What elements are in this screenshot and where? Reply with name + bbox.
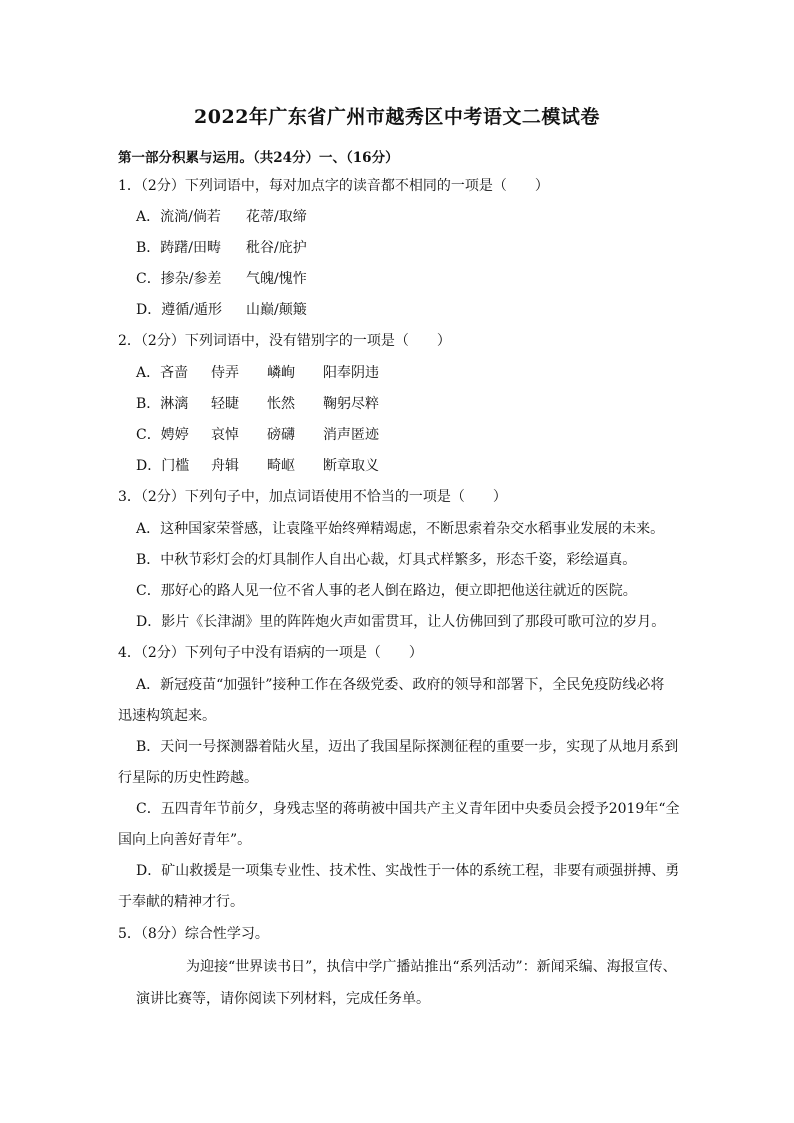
question-1-option-c[interactable]: C．掺杂/参差 气魄/愧怍 <box>136 271 307 287</box>
question-1-option-a[interactable]: A．流淌/倘若 花蒂/取缔 <box>136 209 307 225</box>
question-3-option-a[interactable]: A．这种国家荣誉感，让袁隆平始终殚精竭虑，不断思索着杂交水稻事业发展的未来。 <box>136 521 665 537</box>
question-3-option-d[interactable]: D．影片《长津湖》里的阵阵炮火声如雷贯耳，让人仿佛回到了那段可歌可泣的岁月。 <box>136 614 666 630</box>
page-title: 2022年广东省广州市越秀区中考语文二模试卷 <box>194 106 600 128</box>
question-4-option-b-line1[interactable]: B．天问一号探测器着陆火星，迈出了我国星际探测征程的重要一步，实现了从地月系到 <box>136 739 679 755</box>
question-5-intro-line1: 为迎接“世界读书日”，执信中学广播站推出“系列活动”：新闻采编、海报宣传、 <box>186 959 677 975</box>
section-heading: 第一部分积累与运用。（共24分）一、（16分） <box>118 150 399 166</box>
question-4-option-c-line2[interactable]: 国向上向善好青年”。 <box>118 832 252 848</box>
question-4-option-a-line2[interactable]: 迅速构筑起来。 <box>118 708 216 724</box>
question-2-option-b[interactable]: B．淋漓 轻睫 怅然 鞠躬尽粹 <box>136 396 379 412</box>
question-1-option-b[interactable]: B．踌躇/田畴 秕谷/庇护 <box>136 240 307 256</box>
question-5-intro-line2: 演讲比赛等，请你阅读下列材料，完成任务单。 <box>136 991 430 1007</box>
question-4-option-b-line2[interactable]: 行星际的历史性跨越。 <box>118 770 258 786</box>
question-2-option-d[interactable]: D．门槛 舟辑 畸岖 断章取义 <box>136 458 379 474</box>
question-4-option-c-line1[interactable]: C．五四青年节前夕，身残志坚的蒋萌被中国共产主义青年团中央委员会授予2019年“全 <box>136 801 680 817</box>
question-2-option-a[interactable]: A．吝啬 侍弄 嶙峋 阳奉阴违 <box>136 365 379 381</box>
question-4-stem: 4．（2分）下列句子中没有语病的一项是（ ） <box>118 645 423 661</box>
question-1-option-d[interactable]: D．遵循/遁形 山巅/颠簸 <box>136 302 307 318</box>
question-2-option-c[interactable]: C．娉婷 哀悼 磅礴 消声匿迹 <box>136 427 379 443</box>
question-2-stem: 2．（2分）下列词语中，没有错别字的一项是（ ） <box>118 333 451 349</box>
question-3-option-b[interactable]: B．中秋节彩灯会的灯具制作人自出心裁，灯具式样繁多，形态千姿，彩绘逼真。 <box>136 552 637 568</box>
question-5-stem: 5．（8分）综合性学习。 <box>118 926 269 942</box>
question-4-option-a-line1[interactable]: A．新冠疫苗“加强针”接种工作在各级党委、政府的领导和部署下，全民免疫防线必将 <box>136 677 665 693</box>
question-4-option-d-line1[interactable]: D．矿山救援是一项集专业性、技术性、实战性于一体的系统工程，非要有顽强拼搏、勇 <box>136 863 680 879</box>
question-1-stem: 1．（2分）下列词语中，每对加点字的读音都不相同的一项是（ ） <box>118 178 549 194</box>
question-3-option-c[interactable]: C．那好心的路人见一位不省人事的老人倒在路边，便立即把他送往就近的医院。 <box>136 583 637 599</box>
question-3-stem: 3．（2分）下列句子中，加点词语使用不恰当的一项是（ ） <box>118 489 507 505</box>
question-4-option-d-line2[interactable]: 于奉献的精神才行。 <box>118 894 244 910</box>
